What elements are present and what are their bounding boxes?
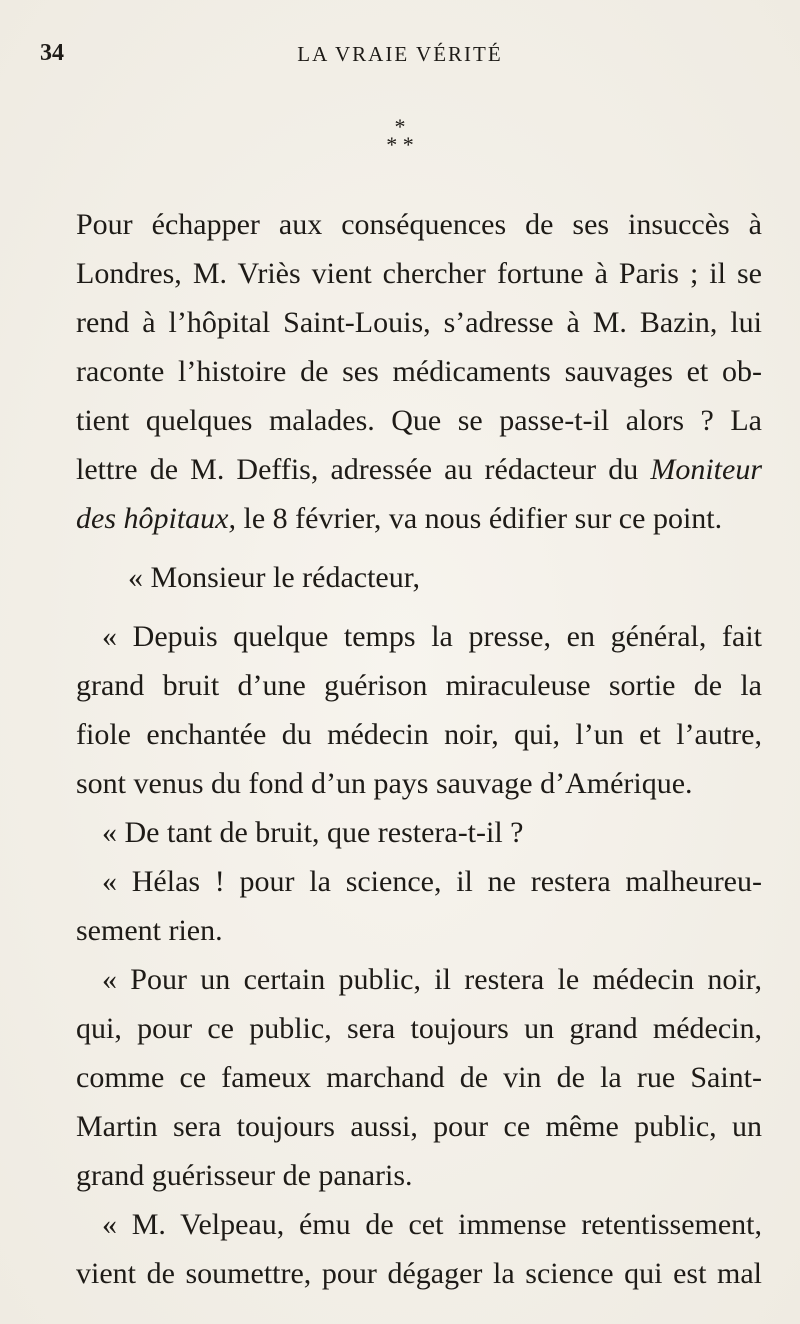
text-line: grand bruit d’une guérison miraculeuse sortie de la [76, 669, 762, 702]
text-line-with-italic [50, 445, 762, 494]
paragraph-1 [50, 200, 762, 543]
asterism-bottom: * * [386, 132, 414, 157]
paragraph-6 [50, 955, 762, 1200]
text-fragment: le 8 février, va nous édifier sur ce point. [243, 502, 723, 535]
text-line: Londres, M. Vriès vient chercher fortune à Paris ; il se [76, 257, 762, 290]
text-line: Martin sera toujours aussi, pour ce même public, un [76, 1110, 762, 1143]
text-fragment: lettre de M. Deffis, adressée au rédacteur du [76, 453, 639, 486]
italic-title-fragment: Moniteur [650, 453, 763, 486]
running-head [40, 40, 760, 80]
text-line: « M. Velpeau, ému de cet immense retentissement, [102, 1208, 762, 1241]
text-line: « Depuis quelque temps la presse, en général, fait [102, 620, 762, 653]
text-line: sont venus du fond d’un pays sauvage d’Amérique. [76, 767, 693, 800]
text-line: comme ce fameux marchand de vin de la rue Saint- [76, 1061, 762, 1094]
text-line: fiole enchantée du médecin noir, qui, l’un et l’autre, [76, 718, 762, 751]
text-line-with-italic [50, 494, 762, 543]
header-title: LA VRAIE VÉRITÉ [297, 42, 503, 66]
asterism-top: * [394, 114, 406, 139]
paragraph-4 [50, 808, 762, 857]
body-text [50, 200, 762, 1298]
text-line: « Pour un certain public, il restera le médecin noir, [102, 963, 762, 996]
italic-title-fragment: des hôpitaux, [76, 502, 236, 535]
text-line: vient de soumettre, pour dégager la science qui est mal [76, 1257, 762, 1290]
text-line: sement rien. [76, 914, 223, 947]
text-line: raconte l’histoire de ses médicaments sauvages et ob- [76, 355, 762, 388]
text-line: « De tant de bruit, que restera-t-il ? [102, 816, 524, 849]
paragraph-salutation [50, 553, 762, 602]
text-line: tient quelques malades. Que se passe-t-il alors ? La [76, 404, 762, 437]
section-asterism [360, 114, 440, 157]
text-line: qui, pour ce public, sera toujours un grand médecin, [76, 1012, 762, 1045]
paragraph-5 [50, 857, 762, 955]
text-line: grand guérisseur de panaris. [76, 1159, 413, 1192]
page-number: 34 [40, 40, 64, 66]
text-line: « Hélas ! pour la science, il ne restera malheureu- [102, 865, 762, 898]
text-line: rend à l’hôpital Saint-Louis, s’adresse à M. Bazin, lui [76, 306, 762, 339]
text-line: Pour échapper aux conséquences de ses insuccès à [76, 208, 762, 241]
paragraph-7 [50, 1200, 762, 1298]
paragraph-3 [50, 612, 762, 808]
text-line: « Monsieur le rédacteur, [128, 561, 421, 594]
